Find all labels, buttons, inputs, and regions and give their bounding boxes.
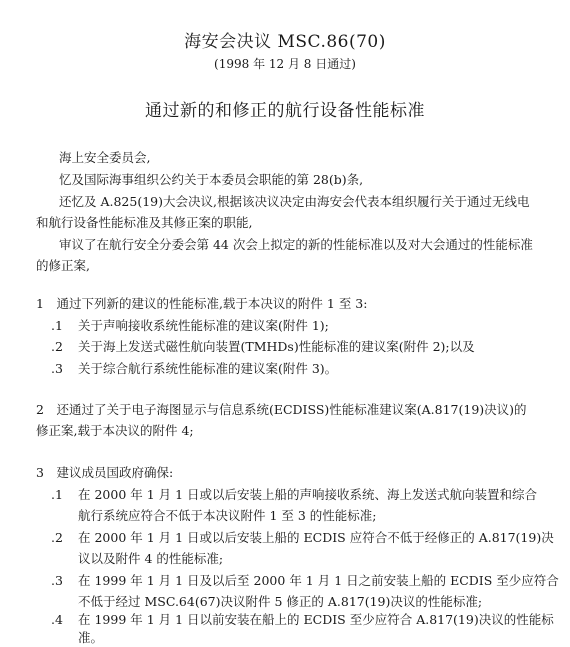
- preamble-line: 还忆及 A.825(19)大会决议,根据该决议决定由海安会代表本组织履行关于通过无线电: [59, 194, 530, 209]
- section-1-item-number: .3: [51, 361, 63, 376]
- section-3-item-text: 航行系统应符合不低于本决议附件 1 至 3 的性能标准;: [78, 508, 377, 523]
- section-3-heading: 3 建议成员国政府确保:: [36, 465, 174, 480]
- section-2-line: 2 还通过了关于电子海图显示与信息系统(ECDISS)性能标准建议案(A.817(19)决议)的: [36, 402, 527, 417]
- section-3-item-text: 在 2000 年 1 月 1 日或以后安装上船的 ECDIS 应符合不低于经修正的 A.817(19)决: [78, 530, 554, 545]
- section-3-item-number: .2: [51, 530, 63, 545]
- section-1-item-text: 关于声响接收系统性能标准的建议案(附件 1);: [78, 318, 329, 333]
- preamble-line: 审议了在航行安全分委会第 44 次会上拟定的新的性能标准以及对大会通过的性能标准: [59, 237, 533, 252]
- section-3-item-number: .1: [51, 487, 63, 502]
- section-3-item-text: 在 1999 年 1 月 1 日及以后至 2000 年 1 月 1 日之前安装上船的 ECDIS 至少应符合: [78, 573, 559, 588]
- adoption-date: (1998 年 12 月 8 日通过): [214, 57, 356, 71]
- section-3-item-text: 不低于经过 MSC.64(67)决议附件 5 修正的 A.817(19)决议的性能标准;: [78, 594, 483, 609]
- section-3-item-text: 在 1999 年 1 月 1 日以前安装在船上的 ECDIS 至少应符合 A.817(19)决议的性能标: [78, 612, 554, 627]
- section-1-item-number: .2: [51, 339, 63, 354]
- preamble-line: 忆及国际海事组织公约关于本委员会职能的第 28(b)条,: [59, 172, 364, 187]
- section-3-item-number: .4: [51, 612, 63, 627]
- section-3-item-text: 在 2000 年 1 月 1 日或以后安装上船的声响接收系统、海上发送式航向装置和综合: [78, 487, 538, 502]
- section-3-item-text: 准。: [78, 630, 104, 645]
- section-1-item-number: .1: [51, 318, 63, 333]
- preamble-line: 海上安全委员会,: [59, 150, 151, 165]
- document-subtitle: 通过新的和修正的航行设备性能标准: [145, 101, 425, 121]
- section-2-line: 修正案,载于本决议的附件 4;: [36, 423, 194, 438]
- preamble-line: 和航行设备性能标准及其修正案的职能,: [36, 215, 253, 230]
- section-1-item-text: 关于综合航行系统性能标准的建议案(附件 3)。: [78, 361, 338, 376]
- section-1-item-text: 关于海上发送式磁性航向装置(TMHDs)性能标准的建议案(附件 2);以及: [78, 339, 475, 354]
- preamble-line: 的修正案,: [36, 258, 90, 273]
- resolution-title: 海安会决议 MSC.86(70): [184, 32, 386, 52]
- section-3-item-text: 议以及附件 4 的性能标准;: [78, 551, 224, 566]
- section-1-heading: 1 通过下列新的建议的性能标准,载于本决议的附件 1 至 3:: [36, 296, 368, 311]
- section-3-item-number: .3: [51, 573, 63, 588]
